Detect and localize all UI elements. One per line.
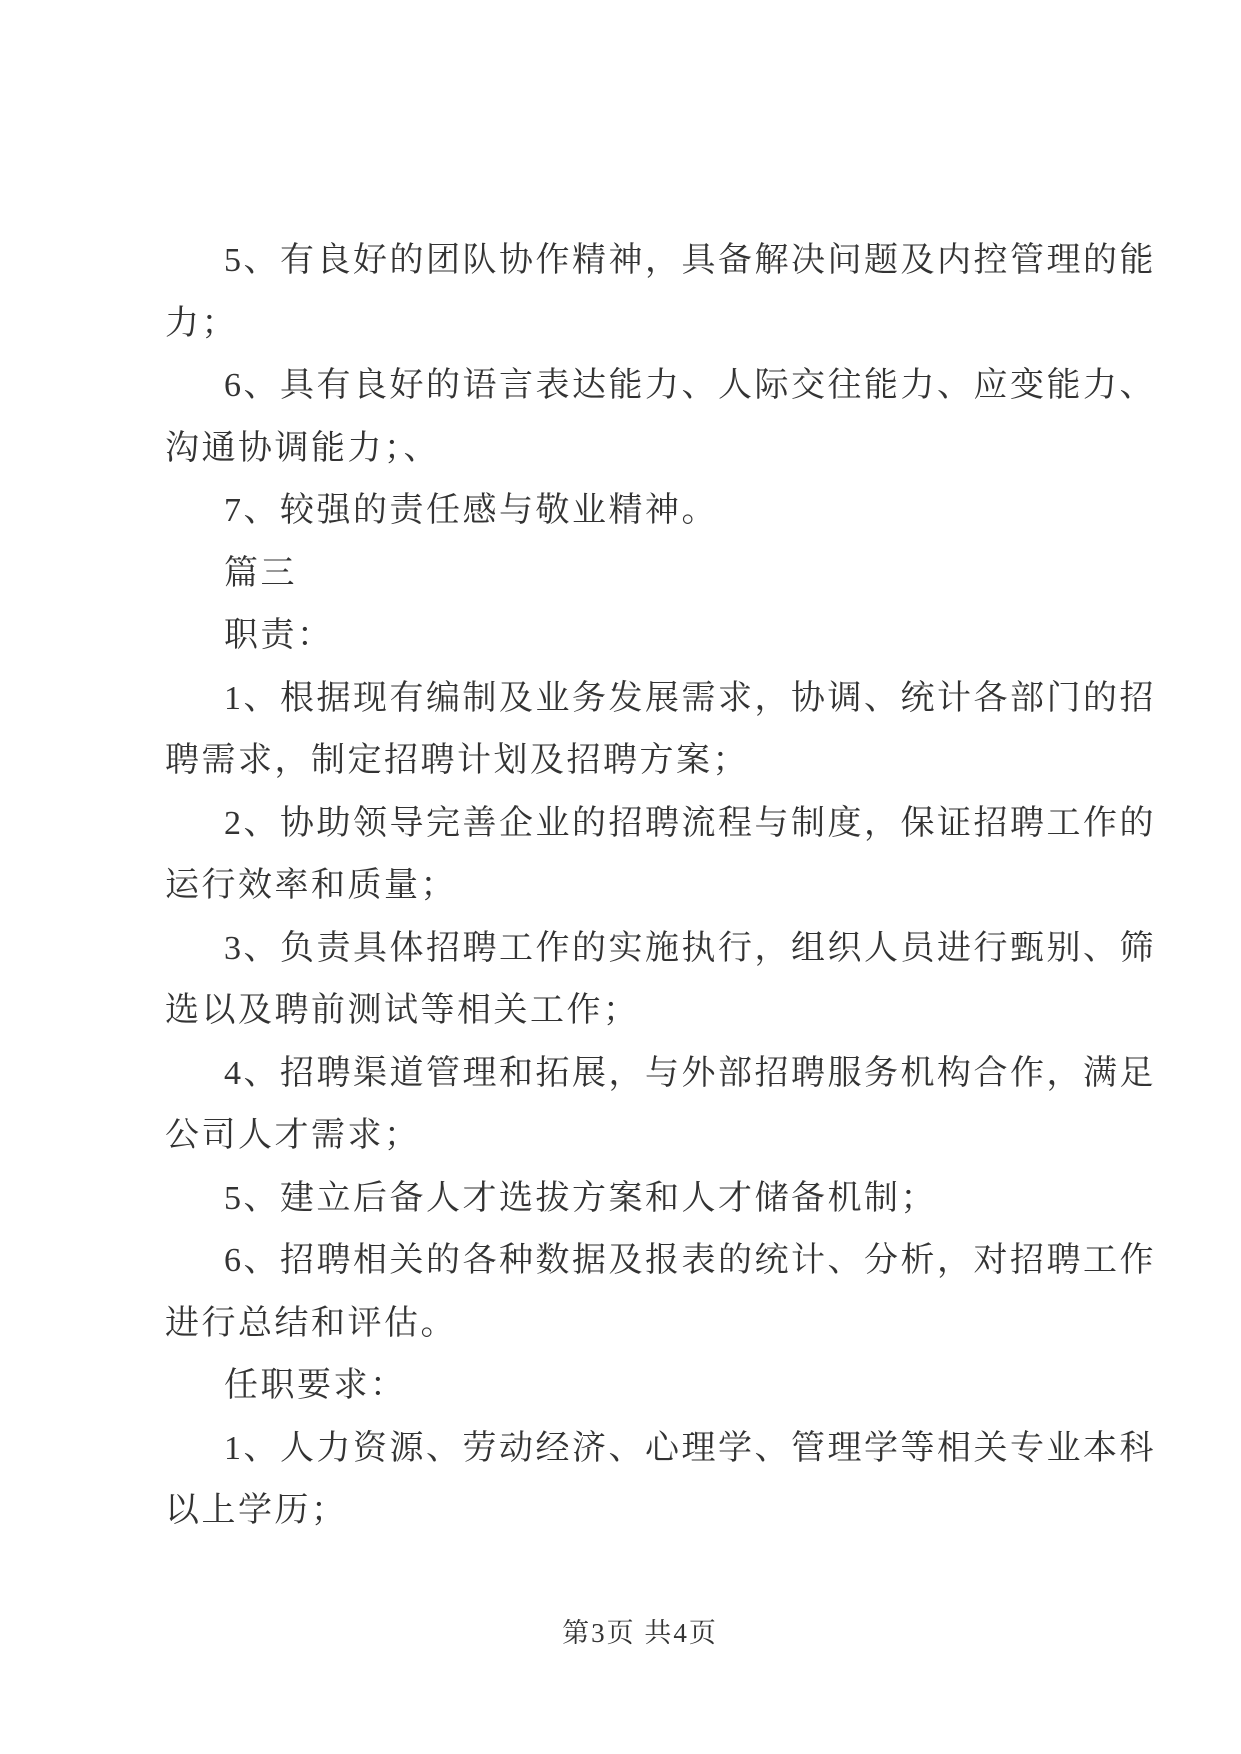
text-line: 沟通协调能力；、	[165, 429, 440, 467]
text-line: 公司人才需求；	[165, 1117, 421, 1154]
text-line: 聘需求，制定招聘计划及招聘方案；	[165, 742, 749, 779]
paragraph	[165, 668, 1156, 793]
text-line: 6、招聘相关的各种数据及报表的统计、分析，对招聘工作	[224, 1242, 1156, 1279]
text-line: 选以及聘前测试等相关工作；	[165, 992, 640, 1029]
paragraph	[165, 230, 1156, 355]
page-number-label: 第3页 共4页	[562, 1618, 718, 1648]
paragraph	[165, 480, 1115, 543]
text-line: 7、较强的责任感与敬业精神。	[224, 492, 718, 529]
paragraph	[165, 1168, 1115, 1231]
paragraph	[165, 1355, 1115, 1418]
text-line: 2、协助领导完善企业的招聘流程与制度，保证招聘工作的	[224, 804, 1156, 842]
paragraph	[165, 1230, 1156, 1355]
text-line: 运行效率和质量；	[165, 867, 457, 904]
text-line: 3、负责具体招聘工作的实施执行，组织人员进行甄别、筛	[224, 929, 1156, 967]
text-line: 以上学历；	[165, 1492, 348, 1529]
text-line: 6、具有良好的语言表达能力、人际交往能力、应变能力、	[224, 367, 1156, 404]
paragraph	[165, 918, 1156, 1043]
text-line: 5、建立后备人才选拔方案和人才储备机制；	[224, 1179, 937, 1217]
text-line: 1、根据现有编制及业务发展需求，协调、统计各部门的招	[224, 679, 1156, 717]
text-line: 任职要求：	[224, 1367, 407, 1404]
page-footer	[165, 1616, 1115, 1650]
text-line: 4、招聘渠道管理和拓展，与外部招聘服务机构合作，满足	[224, 1054, 1156, 1092]
text-line: 职责：	[224, 617, 334, 654]
document-body	[165, 230, 1156, 1543]
paragraph	[165, 1418, 1156, 1543]
paragraph	[165, 355, 1156, 480]
paragraph	[165, 1043, 1156, 1168]
text-line: 篇三	[224, 554, 297, 592]
paragraph	[165, 605, 1115, 668]
text-line: 5、有良好的团队协作精神，具备解决问题及内控管理的能	[224, 242, 1156, 279]
text-line: 进行总结和评估。	[165, 1304, 457, 1342]
text-line: 1、人力资源、劳动经济、心理学、管理学等相关专业本科	[224, 1429, 1156, 1467]
paragraph	[165, 543, 1115, 606]
paragraph	[165, 793, 1156, 918]
text-line: 力；	[165, 304, 238, 342]
